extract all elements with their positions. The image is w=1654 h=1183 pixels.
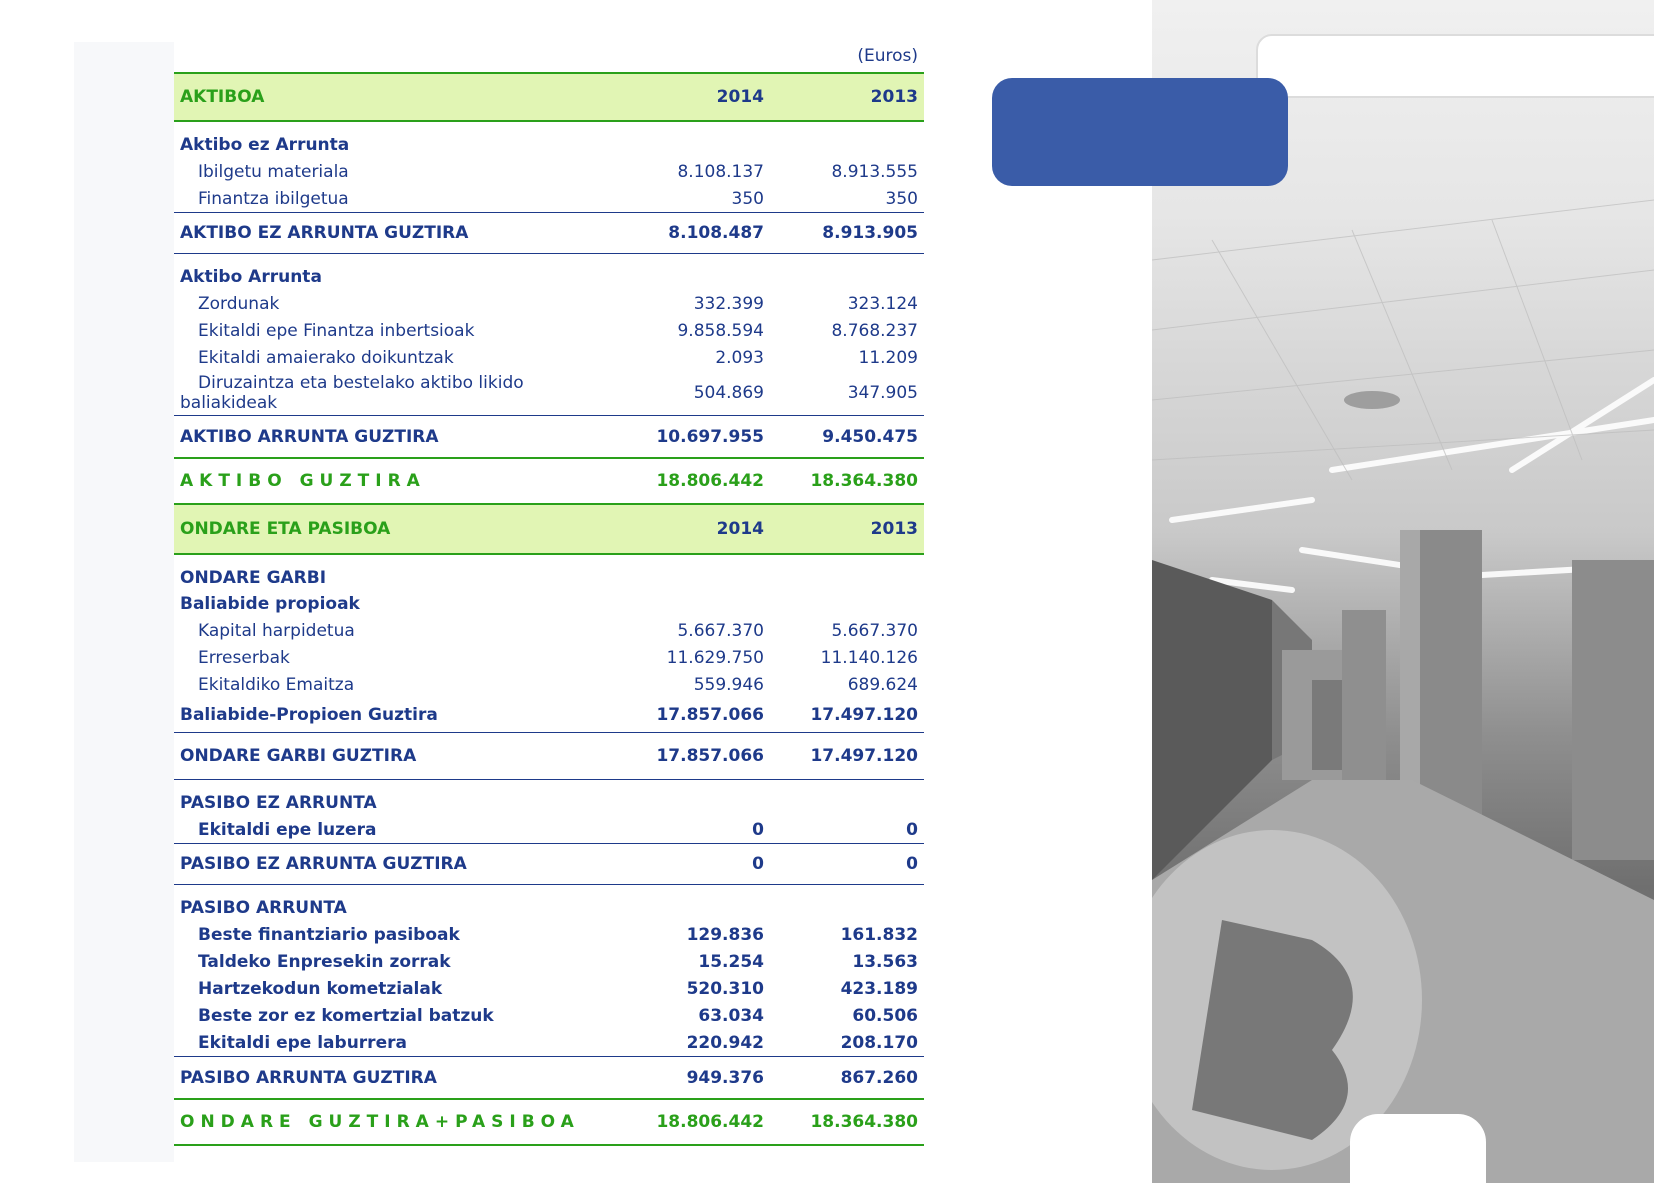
grand-total-2013: 18.364.380	[810, 471, 918, 491]
section-label: ONDARE GARBI	[180, 568, 327, 588]
value-2014: 0	[752, 819, 764, 840]
value-2013: 5.667.370	[831, 620, 918, 641]
value-2014: 9.858.594	[677, 320, 764, 341]
section-label: Aktibo ez Arrunta	[180, 135, 350, 155]
table-row	[174, 1002, 924, 1029]
row-label: Beste finantziario pasiboak	[198, 924, 460, 945]
grand-total-row	[174, 1098, 924, 1146]
row-label: Finantza ibilgetua	[198, 188, 349, 209]
grand-total-2014: 18.806.442	[656, 1112, 764, 1132]
total-label: AKTIBO ARRUNTA GUZTIRA	[180, 426, 439, 447]
subtotal-row	[174, 698, 924, 732]
table-row	[174, 948, 924, 975]
table-row	[174, 158, 924, 185]
subtotal-2013: 17.497.120	[810, 705, 918, 725]
value-2014: 8.108.137	[677, 161, 764, 182]
aktiboa-header	[174, 72, 924, 122]
page-shadow	[74, 42, 174, 1162]
total-label: ONDARE GARBI GUZTIRA	[180, 746, 417, 766]
row-label: Zordunak	[198, 293, 280, 314]
total-2013: 9.450.475	[822, 426, 918, 447]
section-label: PASIBO ARRUNTA	[180, 898, 347, 918]
value-2013: 208.170	[840, 1032, 918, 1053]
value-2014: 11.629.750	[666, 647, 764, 668]
grand-total-2014: 18.806.442	[656, 471, 764, 491]
total-row	[174, 212, 924, 254]
row-label-line2: baliakideak	[180, 393, 278, 413]
table-row	[174, 671, 924, 698]
row-label: Taldeko Enpresekin zorrak	[198, 951, 451, 972]
value-2013: 161.832	[840, 924, 918, 945]
table-row	[174, 290, 924, 317]
header-year-2013: 2013	[870, 87, 918, 107]
total-row	[174, 732, 924, 780]
grand-total-2013: 18.364.380	[810, 1112, 918, 1132]
value-2013: 350	[885, 188, 918, 209]
grand-total-label: ONDARE GUZTIRA+PASIBOA	[180, 1112, 580, 1132]
row-label-multiline	[174, 373, 604, 413]
value-2013: 323.124	[847, 293, 918, 314]
header-year-2014: 2014	[716, 519, 764, 539]
row-label: Ekitaldi epe Finantza inbertsioak	[198, 320, 475, 341]
table-row	[174, 185, 924, 212]
section-title	[174, 790, 924, 816]
total-row	[174, 1056, 924, 1098]
row-label: Kapital harpidetua	[198, 620, 355, 641]
section-title	[174, 264, 924, 290]
total-2014: 10.697.955	[656, 426, 764, 447]
value-2014: 332.399	[693, 293, 764, 314]
value-2014: 350	[731, 188, 764, 209]
value-2014: 504.869	[693, 383, 764, 403]
total-label: PASIBO ARRUNTA GUZTIRA	[180, 1067, 437, 1088]
row-label: Ekitaldi epe luzera	[198, 819, 377, 840]
section-title	[174, 565, 924, 591]
value-2013: 13.563	[852, 951, 918, 972]
total-row	[174, 843, 924, 885]
grand-total-label: AKTIBO GUZTIRA	[180, 471, 426, 491]
value-2013: 423.189	[840, 978, 918, 999]
table-row	[174, 371, 924, 415]
subsection-label: Baliabide propioak	[180, 594, 360, 614]
value-2014: 220.942	[686, 1032, 764, 1053]
page-corner-tab	[1350, 1114, 1486, 1183]
table-row	[174, 317, 924, 344]
header-label: ONDARE ETA PASIBOA	[180, 519, 391, 539]
total-2013: 17.497.120	[810, 746, 918, 766]
value-2014: 559.946	[693, 674, 764, 695]
value-2013: 689.624	[847, 674, 918, 695]
subtotal-label: Baliabide-Propioen Guztira	[180, 705, 438, 725]
table-row	[174, 644, 924, 671]
value-2013: 11.140.126	[820, 647, 918, 668]
value-2013: 8.768.237	[831, 320, 918, 341]
currency-note: (Euros)	[857, 46, 918, 66]
table-row	[174, 344, 924, 371]
total-2013: 0	[906, 854, 918, 874]
section-label: PASIBO EZ ARRUNTA	[180, 793, 377, 813]
header-year-2014: 2014	[716, 87, 764, 107]
table-row	[174, 1029, 924, 1056]
header-label: AKTIBOA	[180, 87, 265, 107]
total-label: AKTIBO EZ ARRUNTA GUZTIRA	[180, 223, 469, 243]
value-2014: 129.836	[686, 924, 764, 945]
row-label-line1: Diruzaintza eta bestelako aktibo likido	[198, 373, 524, 393]
value-2013: 11.209	[858, 347, 918, 368]
row-label: Hartzekodun kometzialak	[198, 978, 443, 999]
section-title	[174, 895, 924, 921]
total-2014: 949.376	[686, 1067, 764, 1088]
value-2014: 5.667.370	[677, 620, 764, 641]
subtotal-2014: 17.857.066	[656, 705, 764, 725]
row-label: Ekitaldiko Emaitza	[198, 674, 355, 695]
subsection-title	[174, 591, 924, 617]
table-row	[174, 617, 924, 644]
total-2014: 17.857.066	[656, 746, 764, 766]
total-label: PASIBO EZ ARRUNTA GUZTIRA	[180, 854, 467, 874]
pasiboa-header	[174, 505, 924, 555]
total-2014: 0	[752, 854, 764, 874]
table-row	[174, 975, 924, 1002]
value-2013: 347.905	[847, 383, 918, 403]
value-2014: 63.034	[698, 1005, 764, 1026]
value-2013: 60.506	[852, 1005, 918, 1026]
grand-total-row	[174, 457, 924, 505]
value-2014: 520.310	[686, 978, 764, 999]
section-label: Aktibo Arrunta	[180, 267, 322, 287]
value-2013: 0	[906, 819, 918, 840]
value-2013: 8.913.555	[831, 161, 918, 182]
total-row	[174, 415, 924, 457]
value-2014: 15.254	[698, 951, 764, 972]
header-tab	[1256, 34, 1654, 98]
table-row	[174, 921, 924, 948]
total-2014: 8.108.487	[668, 223, 764, 243]
table-row	[174, 816, 924, 843]
total-2013: 8.913.905	[822, 223, 918, 243]
section-color-block	[992, 78, 1288, 186]
section-title	[174, 132, 924, 158]
row-label: Ibilgetu materiala	[198, 161, 349, 182]
row-label: Erreserbak	[198, 647, 290, 668]
row-label: Beste zor ez komertzial batzuk	[198, 1005, 494, 1026]
value-2014: 2.093	[715, 347, 764, 368]
balance-sheet-table	[174, 40, 924, 1146]
total-2013: 867.260	[840, 1067, 918, 1088]
row-label: Ekitaldi epe laburrera	[198, 1032, 407, 1053]
row-label: Ekitaldi amaierako doikuntzak	[198, 347, 454, 368]
header-year-2013: 2013	[870, 519, 918, 539]
